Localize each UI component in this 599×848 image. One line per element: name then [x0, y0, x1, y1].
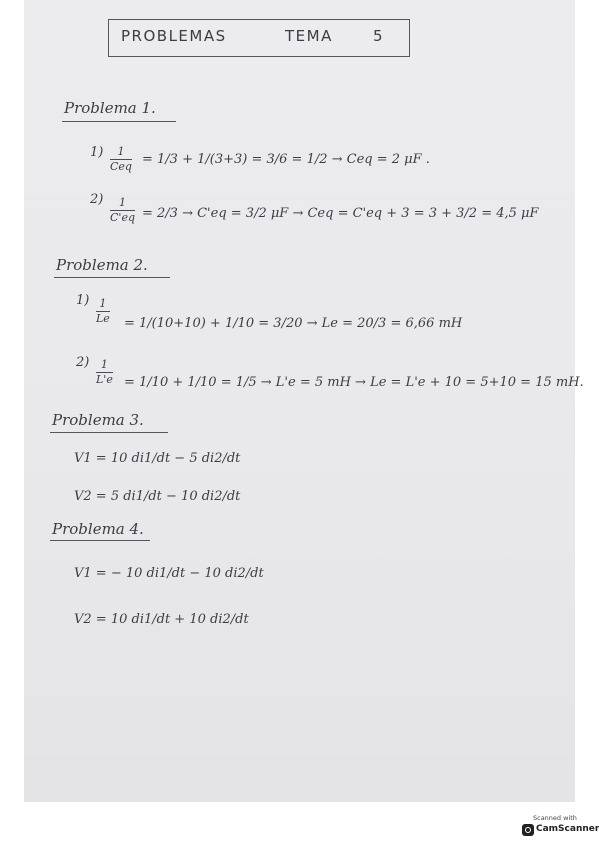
p1-line1-lhs-num: 1	[117, 145, 125, 158]
p1-line1-label: 1)	[90, 145, 104, 160]
p4-line2: V2 = 10 di1/dt + 10 di2/dt	[74, 612, 249, 627]
p2-line1-lhs-den: Le	[96, 312, 110, 325]
p1-line2-lhs	[110, 197, 135, 224]
title-word-tema: TEMA	[285, 27, 333, 45]
title-number: 5	[373, 27, 385, 45]
p2-line1-label: 1)	[76, 293, 90, 308]
title-word-problemas: PROBLEMAS	[121, 27, 227, 45]
p1-line2-lhs-num: 1	[119, 196, 126, 209]
p2-line2-lhs-num: 1	[100, 358, 108, 371]
p1-line1-lhs	[110, 146, 132, 173]
p2-line1-equation: = 1/(10+10) + 1/10 = 3/20 → Le = 20/3 = 6,66 mH	[124, 316, 463, 331]
p1-line2-label: 2)	[90, 192, 104, 207]
p1-line2-lhs-den: C'eq	[110, 211, 135, 224]
p3-line1: V1 = 10 di1/dt − 5 di2/dt	[74, 451, 241, 466]
problem-4-heading: Problema 4.	[52, 520, 144, 538]
problem-1-underline	[62, 121, 176, 122]
p3-line2: V2 = 5 di1/dt − 10 di2/dt	[74, 489, 241, 504]
p2-line2-label: 2)	[76, 355, 90, 370]
problem-4-underline	[50, 540, 150, 541]
camscanner-brand: CamScanner	[536, 824, 599, 834]
p1-line2-equation: = 2/3 → C'eq = 3/2 μF → Ceq = C'eq + 3 = 3 + 3/2 = 4,5 μF	[142, 206, 539, 221]
scanned-with-text: Scanned with	[533, 814, 577, 822]
problem-2-heading: Problema 2.	[56, 256, 148, 274]
p1-line1-lhs-den: Ceq	[110, 160, 132, 173]
problem-3-underline	[50, 432, 168, 433]
p1-line1-equation: = 1/3 + 1/(3+3) = 3/6 = 1/2 → Ceq = 2 μF .	[142, 152, 430, 167]
problem-2-underline	[54, 277, 170, 278]
p2-line2-equation: = 1/10 + 1/10 = 1/5 → L'e = 5 mH → Le = L'e + 10 = 5+10 = 15 mH.	[124, 375, 584, 390]
camscanner-logo-icon	[522, 824, 534, 836]
problem-3-heading: Problema 3.	[52, 411, 144, 429]
problem-1-heading: Problema 1.	[64, 99, 156, 117]
p2-line1-lhs-num: 1	[99, 297, 107, 310]
p2-line2-lhs	[96, 359, 113, 386]
p2-line2-lhs-den: L'e	[96, 373, 113, 386]
p2-line1-lhs	[96, 298, 110, 325]
p4-line1: V1 = − 10 di1/dt − 10 di2/dt	[74, 566, 264, 581]
title-box	[108, 19, 410, 57]
